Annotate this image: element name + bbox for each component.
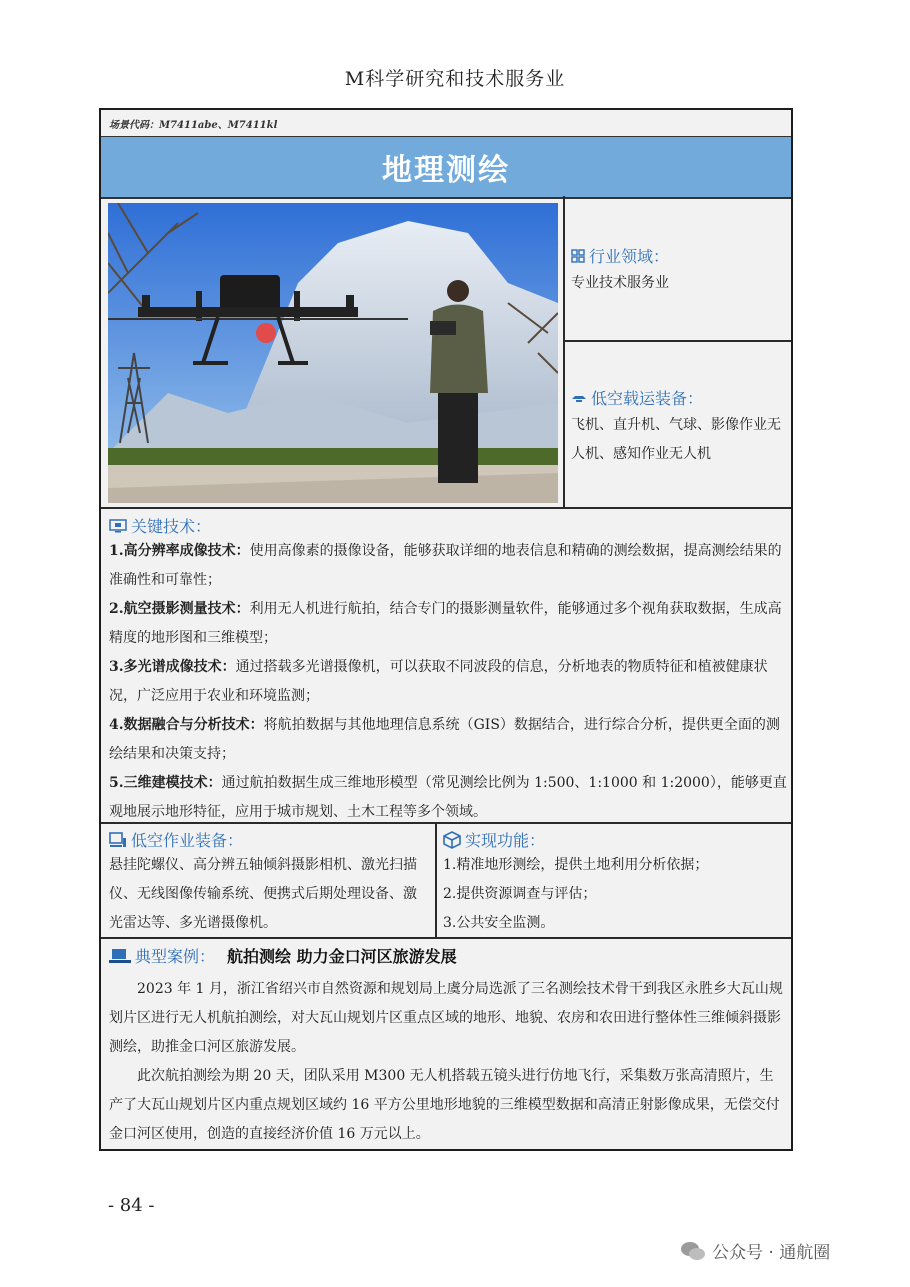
industry-section xyxy=(571,244,786,298)
functions-label: 实现功能： xyxy=(465,831,546,850)
page-title: 地理测绘 xyxy=(382,153,510,188)
carrier-equipment-label: 低空载运装备： xyxy=(591,389,704,408)
wechat-icon xyxy=(680,1240,706,1262)
watermark xyxy=(680,1238,830,1263)
key-tech-section xyxy=(109,514,787,827)
cube-icon xyxy=(443,831,461,849)
monitor-icon xyxy=(109,519,127,533)
title-banner xyxy=(101,136,791,199)
case-section xyxy=(109,944,787,1149)
scenario-card xyxy=(99,108,793,1151)
case-paragraph: 此次航拍测绘为期 20 天，团队采用 M300 无人机搭载五镜头进行仿地飞行，采集数万张高清照片，生产了大瓦山规划片区内重点规划区域约 16 平方公里地形地貌的三维模型数据和高清正射影像成果，无偿交付金口河区使用，创造的直接经济价值 16 万元以上。 xyxy=(109,1068,780,1142)
tech-item: 1.高分辨率成像技术：使用高像素的摄像设备，能够获取详细的地表信息和精确的测绘数据，提高测绘结果的准确性和可靠性； xyxy=(109,543,782,588)
case-paragraph: 2023 年 1 月，浙江省绍兴市自然资源和规划局上虞分局选派了三名测绘技术骨干到我区永胜乡大瓦山规划片区进行无人机航拍测绘，对大瓦山规划片区重点区域的地形、地貌、农房和农田进行整体性三维倾斜摄影测绘，助推金口河区旅游发展。 xyxy=(109,981,783,1055)
tech-item: 4.数据融合与分析技术：将航拍数据与其他地理信息系统（GIS）数据结合，进行综合分析，提供更全面的测绘结果和决策支持； xyxy=(109,717,780,762)
key-tech-list xyxy=(109,537,787,827)
function-item: 3.公共安全监测。 xyxy=(443,915,555,931)
carrier-equipment-value: 飞机、直升机、气球、影像作业无人机、感知作业无人机 xyxy=(571,417,781,462)
carrier-equipment-section xyxy=(571,386,786,469)
plane-icon xyxy=(571,392,587,404)
work-equipment-label: 低空作业装备： xyxy=(131,831,244,850)
function-item: 1.精准地形测绘，提供土地利用分析依据； xyxy=(443,857,709,873)
drone-photo xyxy=(108,203,558,503)
case-title: 航拍测绘 助力金口河区旅游发展 xyxy=(227,947,457,966)
function-item: 2.提供资源调查与评估； xyxy=(443,886,597,902)
scene-code: 场景代码：M7411abe、M7411kl xyxy=(109,120,278,131)
work-equipment-section xyxy=(109,828,429,938)
tech-item: 2.航空摄影测量技术：利用无人机进行航拍，结合专门的摄影测量软件，能够通过多个视角获取数据，生成高精度的地形图和三维模型； xyxy=(109,601,782,646)
page-number: - 84 - xyxy=(108,1195,155,1216)
case-label: 典型案例： xyxy=(135,947,216,966)
watermark-text: 公众号 · 通航圈 xyxy=(712,1243,831,1263)
device-icon xyxy=(109,832,127,848)
industry-value: 专业技术服务业 xyxy=(571,275,669,291)
tech-item: 5.三维建模技术：通过航拍数据生成三维地形模型（常见测绘比例为 1:500、1:1000 和 1:2000），能够更直观地展示地形特征，应用于城市规划、土木工程等多个领域。 xyxy=(109,775,787,820)
grid-icon xyxy=(571,249,585,263)
key-tech-label: 关键技术： xyxy=(131,517,212,536)
tech-item: 3.多光谱成像技术：通过搭载多光谱摄像机，可以获取不同波段的信息，分析地表的物质特征和植被健康状况，广泛应用于农业和环境监测； xyxy=(109,659,768,704)
laptop-icon xyxy=(109,948,131,964)
industry-label: 行业领域： xyxy=(589,247,670,266)
functions-section xyxy=(443,828,783,938)
work-equipment-value: 悬挂陀螺仪、高分辨五轴倾斜摄影相机、激光扫描仪、无线图像传输系统、便携式后期处理设备、激光雷达等、多光谱摄像机。 xyxy=(109,857,417,931)
page-header: M科学研究和技术服务业 xyxy=(344,68,566,90)
